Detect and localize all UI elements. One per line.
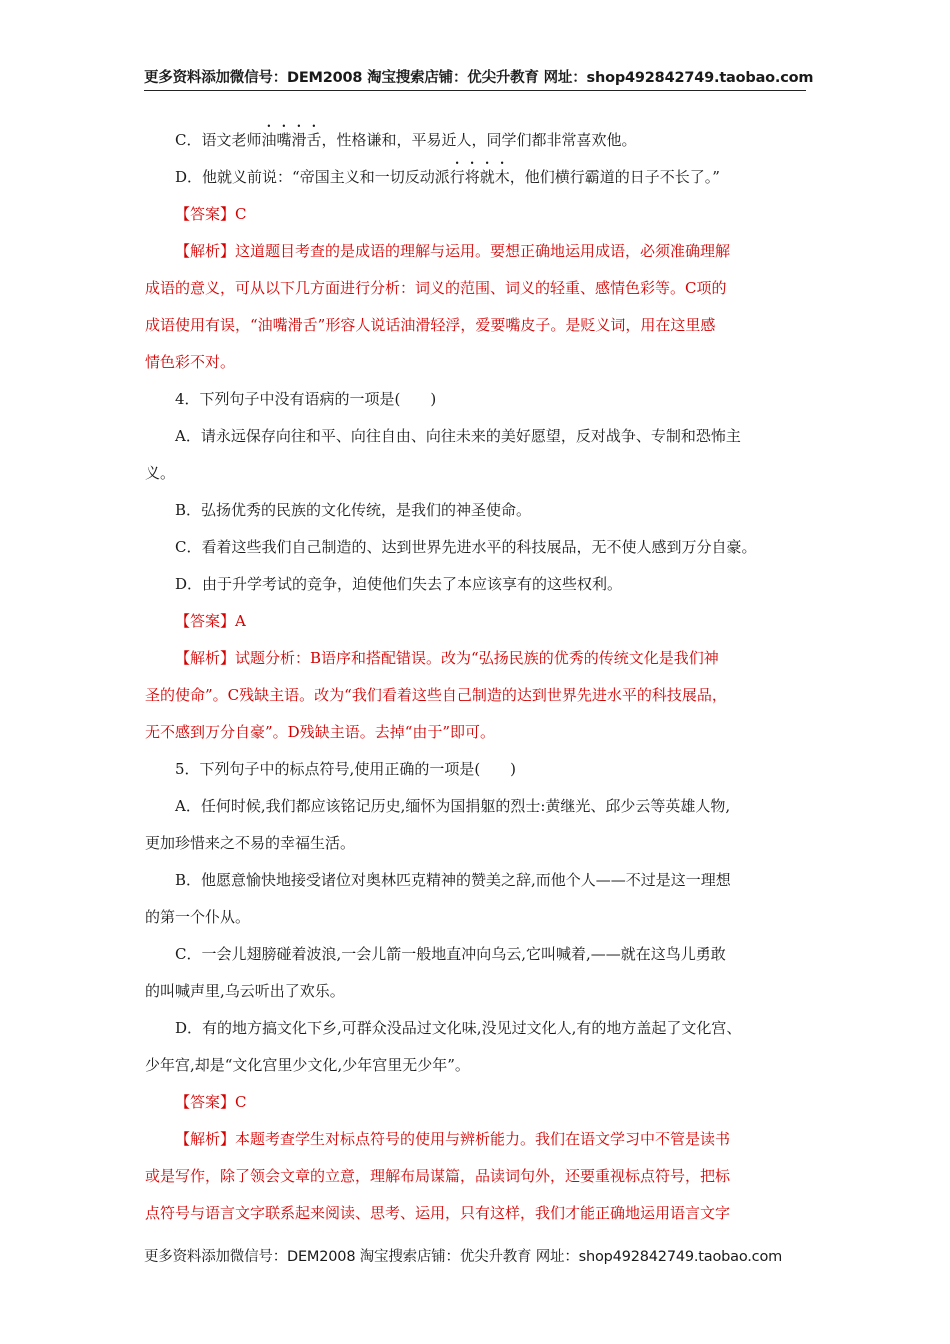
q3-answer: 【答案】C xyxy=(175,205,247,223)
page-header: 更多资料添加微信号：DEM2008 淘宝搜索店铺：优尖升教育 网址：shop492842749.taobao.com xyxy=(144,68,806,91)
q3-option-c: C．语文老师油嘴滑舌，性格谦和，平易近人，同学们都非常喜欢他。 xyxy=(175,131,637,149)
q5-option-b: B．他愿意愉快地接受诸位对奥林匹克精神的赞美之辞,而他个人——不过是这一理想 xyxy=(175,871,731,889)
q4-stem: 4．下列句子中没有语病的一项是( ) xyxy=(175,390,437,408)
q3-option-d: D．他就义前说：“帝国主义和一切反动派行将就木，他们横行霸道的日子不长了。” xyxy=(175,168,720,186)
q5-stem: 5．下列句子中的标点符号,使用正确的一项是( ) xyxy=(175,760,517,778)
q4-option-b: B．弘扬优秀的民族的文化传统，是我们的神圣使命。 xyxy=(175,501,532,519)
page-footer: 更多资料添加微信号：DEM2008 淘宝搜索店铺：优尖升教育 网址：shop492842749.taobao.com xyxy=(144,1249,783,1265)
q4-option-a: A．请永远保存向往和平、向往自由、向往未来的美好愿望，反对战争、专制和恐怖主 xyxy=(175,427,741,445)
q5-answer: 【答案】C xyxy=(175,1093,247,1111)
q4-analysis-line: 无不感到万分自豪”。D残缺主语。去掉“由于”即可。 xyxy=(145,723,496,741)
q4-analysis-line: 【解析】试题分析：B语序和搭配错误。改为“弘扬民族的优秀的传统文化是我们神 xyxy=(175,649,719,667)
q5-analysis-line: 【解析】本题考查学生对标点符号的使用与辨析能力。我们在语文学习中不管是读书 xyxy=(175,1130,731,1148)
q5-option-a: A．任何时候,我们都应该铭记历史,缅怀为国捐躯的烈士:黄继光、邱少云等英雄人物, xyxy=(175,797,731,815)
q5-option-d-cont: 少年宫,却是“文化宫里少文化,少年宫里无少年”。 xyxy=(145,1056,470,1074)
q5-option-b-cont: 的第一个仆从。 xyxy=(145,908,251,926)
q5-analysis-line: 或是写作，除了领会文章的立意，理解布局谋篇，品读词句外，还要重视标点符号，把标 xyxy=(145,1167,731,1185)
q4-answer: 【答案】A xyxy=(175,612,246,630)
emphasized-idiom: 油嘴滑舌 xyxy=(261,131,322,149)
q4-analysis-line: 圣的使命”。C残缺主语。改为“我们看着这些自己制造的达到世界先进水平的科技展品， xyxy=(145,686,727,704)
q4-option-a-cont: 义。 xyxy=(145,464,176,482)
q4-option-d: D．由于升学考试的竞争，迫使他们失去了本应该享有的这些权利。 xyxy=(175,575,623,593)
q5-option-a-cont: 更加珍惜来之不易的幸福生活。 xyxy=(145,834,356,852)
q3-analysis-line: 【解析】这道题目考查的是成语的理解与运用。要想正确地运用成语，必须准确理解 xyxy=(175,242,731,260)
q5-option-d: D．有的地方搞文化下乡,可群众没品过文化味,没见过文化人,有的地方盖起了文化宫、 xyxy=(175,1019,742,1037)
q3-analysis-line: 成语的意义，可从以下几方面进行分析：词义的范围、词义的轻重、感情色彩等。C项的 xyxy=(145,279,727,297)
q5-option-c-cont: 的叫喊声里,乌云听出了欢乐。 xyxy=(145,982,345,1000)
q4-option-c: C．看着这些我们自己制造的、达到世界先进水平的科技展品，无不使人感到万分自豪。 xyxy=(175,538,757,556)
document-body xyxy=(145,122,810,1232)
q5-analysis-line: 点符号与语言文字联系起来阅读、思考、运用，只有这样，我们才能正确地运用语言文字 xyxy=(145,1204,731,1222)
q5-option-c: C．一会儿翅膀碰着波浪,一会儿箭一般地直冲向乌云,它叫喊着,——就在这鸟儿勇敢 xyxy=(175,945,726,963)
emphasized-idiom: 行将就木 xyxy=(449,168,510,186)
q3-analysis-line: 成语使用有误，“油嘴滑舌”形容人说话油滑轻浮，爱要嘴皮子。是贬义词，用在这里感 xyxy=(145,316,716,334)
q3-analysis-line: 情色彩不对。 xyxy=(145,353,236,371)
